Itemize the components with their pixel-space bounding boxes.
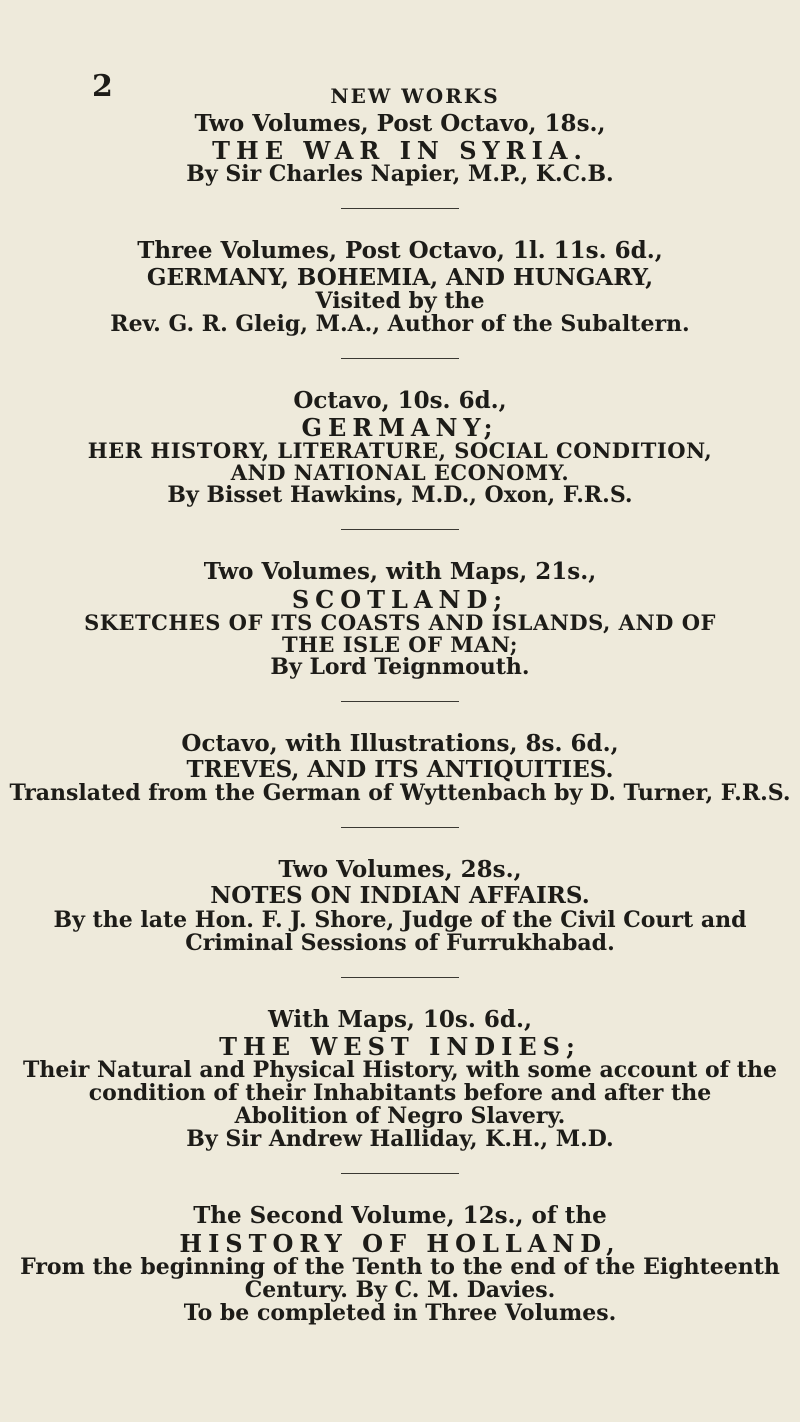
entry-author: By Lord Teignmouth. [270, 653, 530, 680]
entry-author: By Bisset Hawkins, M.D., Oxon, F.R.S. [167, 482, 633, 509]
entry-subtitle: Abolition of Negro Slavery. [234, 1103, 566, 1130]
entry-author: By the late Hon. F. J. Shore, Judge of the Civil Court and [53, 906, 747, 933]
entry-price-line: With Maps, 10s. 6d., [268, 1005, 532, 1033]
page-number: 2 [92, 69, 113, 104]
divider-rule [341, 358, 459, 359]
divider-rule [341, 977, 459, 978]
divider-rule [341, 529, 459, 530]
book-entry [0, 729, 800, 807]
entry-subtitle: THE ISLE OF MAN; [281, 631, 519, 657]
divider-rule [341, 1173, 459, 1174]
entry-price-line: Two Volumes, Post Octavo, 18s., [194, 110, 606, 137]
entry-subtitle: From the beginning of the Tenth to the end of the Eighteenth [20, 1253, 780, 1280]
entry-title: GERMANY, BOHEMIA, AND HUNGARY, [146, 263, 654, 291]
entry-author: By Sir Charles Napier, M.P., K.C.B. [186, 161, 614, 188]
divider-rule [341, 827, 459, 828]
running-title: NEW WORKS [330, 84, 500, 108]
entry-title: GERMANY; [301, 413, 499, 443]
entry-title: NOTES ON INDIAN AFFAIRS. [210, 882, 590, 910]
entry-price-line: Three Volumes, Post Octavo, 1l. 11s. 6d., [137, 237, 663, 265]
entry-subtitle: To be completed in Three Volumes. [183, 1299, 617, 1326]
divider-rule [341, 701, 459, 702]
entry-author: Criminal Sessions of Furrukhabad. [185, 929, 615, 956]
entry-author: By Sir Andrew Halliday, K.H., M.D. [186, 1126, 614, 1153]
entry-price-line: Two Volumes, with Maps, 21s., [203, 558, 597, 586]
book-entry [0, 239, 800, 335]
entry-title: TREVES, AND ITS ANTIQUITIES. [186, 756, 614, 784]
entry-subtitle: SKETCHES OF ITS COASTS AND ISLANDS, AND OF [84, 609, 716, 635]
divider-rule [341, 208, 459, 209]
entry-subtitle: Century. By C. M. Davies. [244, 1276, 556, 1303]
entry-title: THE WEST INDIES; [219, 1031, 581, 1061]
entry-price-line: Octavo, 10s. 6d., [293, 386, 507, 414]
entry-author: Translated from the German of Wyttenbach by D. Turner, F.R.S. [9, 780, 791, 807]
entry-price-line: The Second Volume, 12s., of the [193, 1202, 607, 1230]
entry-title: SCOTLAND; [291, 584, 509, 614]
entry-subtitle: AND NATIONAL ECONOMY. [230, 460, 570, 486]
entry-price-line: Octavo, with Illustrations, 8s. 6d., [181, 729, 619, 757]
advertisement-list [0, 112, 800, 1325]
book-entry [0, 1005, 800, 1153]
book-entry [0, 560, 800, 679]
book-entry [0, 858, 800, 954]
book-entry [0, 112, 800, 186]
entry-author: Rev. G. R. Gleig, M.A., Author of the Subaltern. [110, 310, 690, 337]
entry-price-line: Two Volumes, 28s., [278, 856, 522, 884]
entry-subtitle: Their Natural and Physical History, with some account of the [23, 1057, 777, 1084]
book-entry [0, 1204, 800, 1325]
entry-subtitle: Visited by the [315, 287, 485, 314]
book-entry [0, 386, 800, 509]
entry-title: HISTORY OF HOLLAND, [179, 1228, 621, 1258]
entry-title: THE WAR IN SYRIA. [212, 136, 588, 166]
entry-subtitle: HER HISTORY, LITERATURE, SOCIAL CONDITION, [87, 438, 713, 464]
entry-subtitle: condition of their Inhabitants before and after the [88, 1080, 712, 1107]
